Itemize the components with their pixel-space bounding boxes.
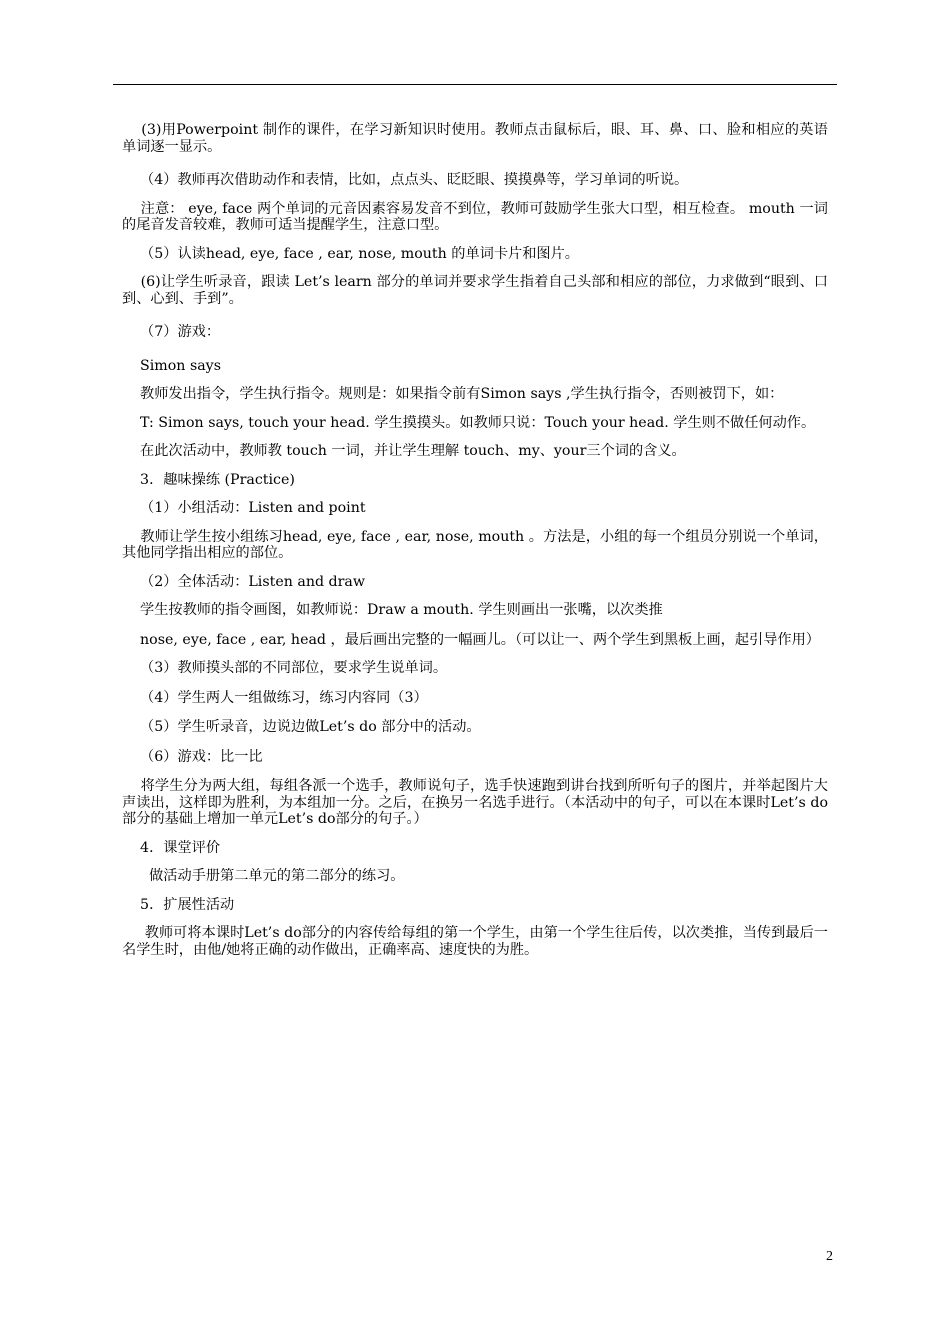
paragraph-lets-do: （5）学生听录音，边说边做Let’s do 部分中的活动。 [122, 719, 481, 735]
paragraph-step-3-powerpoint: (3)用Powerpoint 制作的课件，在学习新知识时使用。教师点击鼠标后，眼、耳、鼻、口、脸和相应的英语单词逐一显示。 [122, 122, 828, 155]
paragraph-touch-head-parts: （3）教师摸头部的不同部位，要求学生说单词。 [122, 660, 448, 676]
paragraph-step-4-gestures: （4）教师再次借助动作和表情，比如，点点头、眨眨眼、摸摸鼻等，学习单词的听说。 [122, 172, 689, 188]
paragraph-group-method: 教师让学生按小组练习head, eye, face , ear, nose, mouth 。方法是，小组的每一个组员分别说一个单词，其他同学指出相应的部位。 [122, 528, 828, 561]
paragraph-simon-says: Simon says [122, 357, 221, 374]
paragraph-step-7-game: （7）游戏： [122, 324, 221, 340]
paragraph-step-5-word-cards: （5）认读head, eye, face , ear, nose, mouth 的单词卡片和图片。 [122, 245, 579, 262]
section-heading-practice: 3．趣味操练 (Practice) [122, 471, 295, 488]
paragraph-pronunciation-note: 注意： eye, face 两个单词的元音因素容易发音不到位，教师可鼓励学生张大口型，相互检查。 mouth 一词的尾音发音较难，教师可适当提醒学生，注意口型。 [122, 200, 828, 233]
paragraph-step-6-listen-repeat: (6)让学生听录音，跟读 Let’s learn 部分的单词并要求学生指着自己头部和相应的部位，力求做到“眼到、口到、心到、手到”。 [122, 274, 828, 307]
paragraph-draw-instructions: 学生按教师的指令画图，如教师说：Draw a mouth. 学生则画出一张嘴，以次类推 [122, 602, 663, 618]
paragraph-pair-practice: （4）学生两人一组做练习，练习内容同（3） [122, 689, 428, 706]
paragraph-competition-rules: 将学生分为两大组，每组各派一个选手，教师说句子，选手快速跑到讲台找到所听句子的图片，并举起图片大声读出，这样即为胜利，为本组加一分。之后，在换另一名选手进行。（本活动中的句子，可以在本课时Let’s do部分的基础上增加一单元Let’s do部分的句子。） [122, 778, 828, 827]
paragraph-whole-class-activity: （2）全体活动：Listen and draw [122, 573, 366, 590]
paragraph-group-activity: （1）小组活动：Listen and point [122, 500, 366, 516]
paragraph-touch-vocabulary: 在此次活动中，教师教 touch 一词，并让学生理解 touch、my、your三个词的含义。 [122, 443, 686, 459]
paragraph-game-rules: 教师发出指令，学生执行指令。规则是：如果指令前有Simon says ,学生执行指令，否则被罚下，如： [122, 386, 784, 402]
paragraph-draw-continuation: nose, eye, face , ear, head ，最后画出完整的一幅画儿。（可以让一、两个学生到黑板上画，起引导作用） [122, 631, 820, 648]
section-heading-extension: 5．扩展性活动 [122, 896, 235, 913]
section-heading-assessment: 4．课堂评价 [122, 839, 221, 856]
paragraph-example-dialogue: T: Simon says, touch your head. 学生摸摸头。如教师只说：Touch your head. 学生则不做任何动作。 [122, 414, 816, 431]
header-rule [113, 84, 837, 85]
document-body [122, 122, 828, 958]
paragraph-competition-game: （6）游戏：比一比 [122, 748, 263, 765]
paragraph-extension-activity: 教师可将本课时Let’s do部分的内容传给每组的第一个学生，由第一个学生往后传，以次类推，当传到最后一名学生时，由他/她将正确的动作做出，正确率高、速度快的为胜。 [122, 925, 828, 958]
paragraph-activity-book: 做活动手册第二单元的第二部分的练习。 [122, 868, 405, 884]
page-number: 2 [826, 1249, 833, 1264]
